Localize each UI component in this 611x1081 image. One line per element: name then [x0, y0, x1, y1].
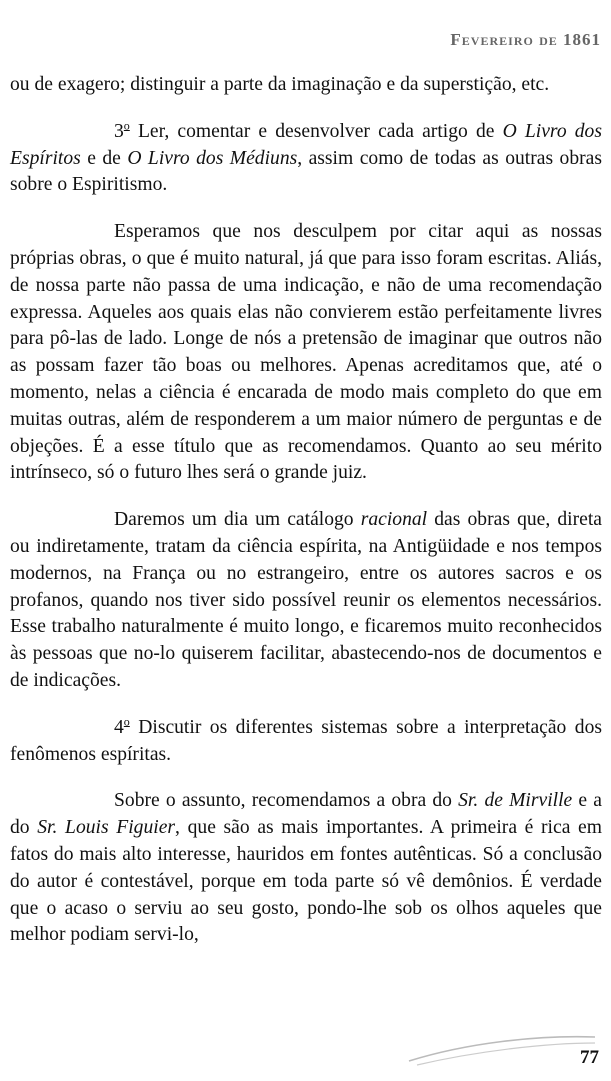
body-text: , assim como de todas as outras obras sobre o Espiritismo. — [10, 147, 602, 196]
ordinal-superscript: o — [123, 118, 130, 133]
italic-text: Sr. de Mirville — [458, 790, 573, 812]
paragraph-6 — [10, 788, 602, 949]
ordinal-superscript: o — [123, 714, 130, 729]
page-body — [10, 72, 602, 969]
body-text: Sobre o assunto, recomendamos a obra do — [114, 790, 459, 812]
footer-swoosh-ornament — [407, 1031, 597, 1067]
paragraph-1 — [10, 72, 602, 99]
body-text: e de — [80, 147, 128, 169]
body-text: ou de exagero; distinguir a parte da imaginação e da superstição, etc. — [10, 74, 550, 95]
italic-text: O Livro dos Médiuns — [127, 147, 298, 169]
body-text: , que são as mais importantes. A primeira é rica em fatos do mais alto interesse, hauridos em fontes autênticas. Só a conclusão do autor é contestável, porque em toda parte só vê demônios. É verdade que o acaso o serviu ao seu gosto, pondo-lhe sob os olhos aqueles que melhor podiam servi-lo, — [10, 817, 602, 946]
paragraph-5 — [10, 715, 602, 769]
running-header: Fevereiro de 1861 — [450, 30, 601, 49]
paragraph-3 — [10, 219, 602, 487]
paragraph-4 — [10, 507, 602, 695]
body-text: e a do — [10, 790, 602, 839]
body-text: Daremos um dia um catálogo — [114, 509, 361, 531]
paragraph-2 — [10, 119, 602, 199]
italic-text: racional — [360, 509, 428, 531]
page-number: 77 — [580, 1047, 599, 1068]
body-text: 4 — [114, 716, 124, 738]
body-text: Esperamos que nos desculpem por citar aqui as nossas próprias obras, o que é muito natural, já que para isso foram escritas. Aliás, de nossa parte não passa de uma indicação, e não de uma recomendação expressa. Aqueles aos quais elas não convierem estão perfeitamente livres para pô-las de lado. Longe de nós a pretensão de imaginar que outros não as possam fazer tão boas ou melhores. Apenas acreditamos que, até o momento, nelas a ciência é encarada de modo mais completo do que em muitas outras, além de responderem a um maior número de perguntas e de objeções. É a esse título que as recomendamos. Quanto ao seu mérito intrínseco, só o futuro lhes será o grande juiz. — [10, 221, 602, 484]
body-text: Discutir os diferentes sistemas sobre a interpretação dos fenômenos espíritas. — [10, 716, 602, 765]
body-text: 3 — [114, 120, 124, 142]
body-text: das obras que, direta ou indiretamente, tratam da ciência espírita, na Antigüidade e nos tempos modernos, na França ou no estrangeiro, entre os autores sacros e os profanos, quando nos tiver sido possível reunir os elementos necessários. Esse trabalho naturalmente é muito longo, e ficaremos muito reconhecidos às pessoas que no-lo quiserem facilitar, abastecendo-nos de documentos e de indicações. — [10, 509, 602, 691]
body-text: Ler, comentar e desenvolver cada artigo de — [129, 120, 503, 142]
italic-text: O Livro dos Espíritos — [10, 120, 602, 169]
italic-text: Sr. Louis Figuier — [37, 817, 176, 839]
